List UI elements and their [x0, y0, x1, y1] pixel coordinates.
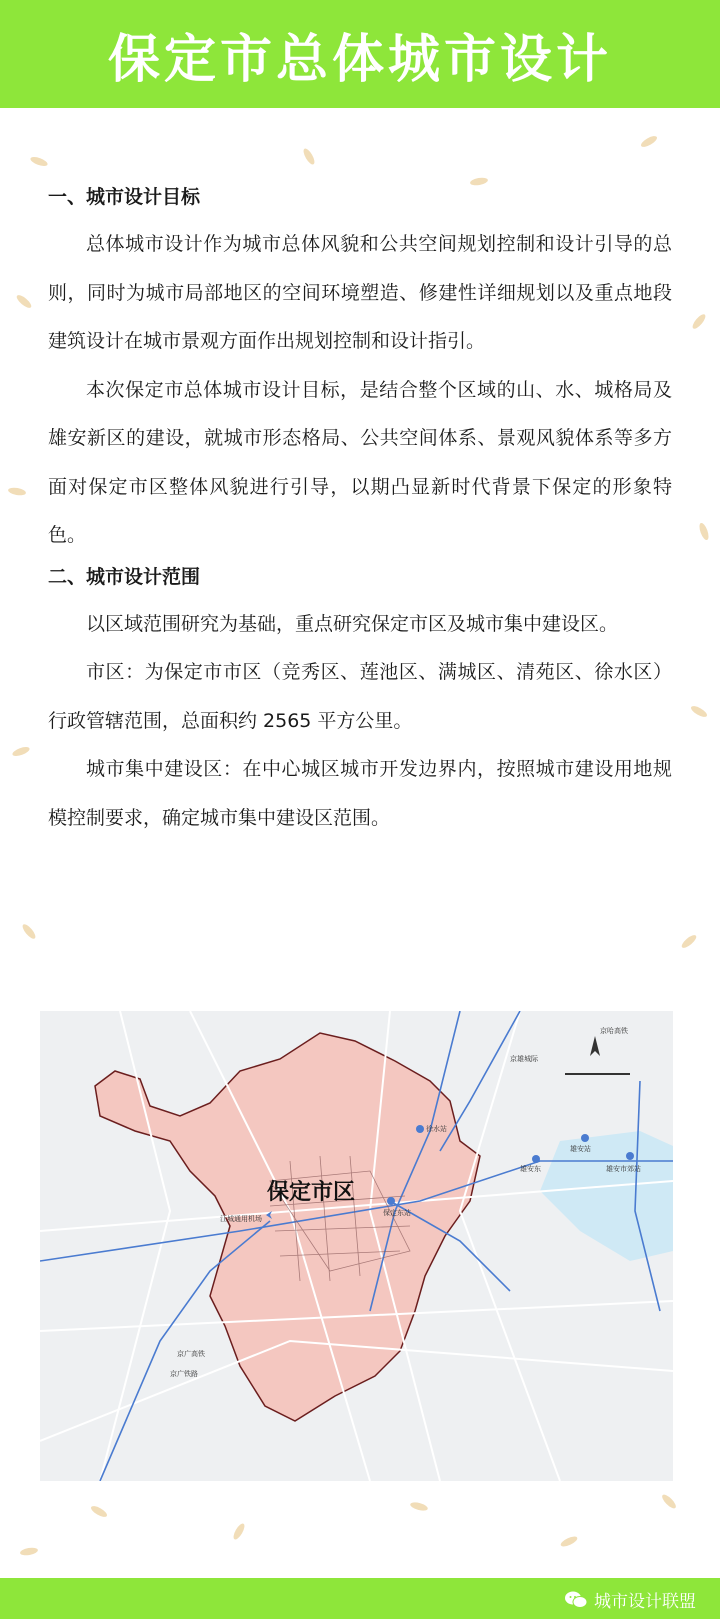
paragraph: 市区：为保定市市区（竞秀区、莲池区、满城区、清苑区、徐水区）行政管辖范围，总面积约 2565 平方公里。 [48, 661, 672, 732]
page-title: 保定市总体城市设计 [107, 29, 612, 90]
station-marker [581, 1134, 589, 1142]
airport-label: 江城通用机场 [220, 1215, 262, 1223]
section-heading: 一、城市设计目标 [48, 186, 201, 208]
district-label: 保定市区 [267, 1180, 356, 1205]
station-marker [626, 1152, 634, 1160]
section-goal [48, 182, 672, 560]
section-scope [48, 562, 672, 843]
paragraph: 总体城市设计作为城市总体风貌和公共空间规划控制和设计引导的总则，同时为城市局部地区的空间环境塑造、修建性详细规划以及重点地段建筑设计在城市景观方面作出规划控制和设计指引。 [48, 233, 672, 352]
rail-label: 京广铁路 [170, 1370, 198, 1378]
section-heading: 二、城市设计范围 [48, 565, 201, 588]
paragraph: 城市集中建设区：在中心城区城市开发边界内，按照城市建设用地规模控制要求，确定城市集中建设区范围。 [48, 758, 672, 829]
station-label: 保定东站 [383, 1209, 411, 1217]
station-label: 雄安东 [520, 1165, 541, 1173]
footer-banner [0, 1578, 720, 1619]
account-name: 城市设计联盟 [594, 1592, 696, 1612]
station-label: 徐水站 [426, 1125, 447, 1133]
rail-label: 京雄城际 [510, 1055, 538, 1063]
header-banner [0, 0, 720, 108]
station-label: 雄安站 [570, 1145, 591, 1153]
wechat-icon [564, 1590, 588, 1610]
account-watermark [564, 1587, 696, 1612]
station-marker [416, 1125, 424, 1133]
rail-label: 京广高铁 [177, 1350, 205, 1358]
map-svg [40, 1011, 673, 1481]
station-marker [387, 1197, 395, 1205]
paragraph: 本次保定市总体城市设计目标，是结合整个区域的山、水、城格局及雄安新区的建设，就城市形态格局、公共空间体系、景观风貌体系等多方面对保定市区整体风貌进行引导，以期凸显新时代背景下保定的形象特色。 [48, 378, 672, 546]
article-body [48, 182, 672, 842]
station-marker [532, 1155, 540, 1163]
station-label: 雄安市郊站 [606, 1165, 641, 1173]
district-map [40, 1011, 673, 1481]
paragraph: 以区域范围研究为基础，重点研究保定市区及城市集中建设区。 [86, 612, 619, 635]
rail-label: 京哈高铁 [600, 1027, 628, 1035]
